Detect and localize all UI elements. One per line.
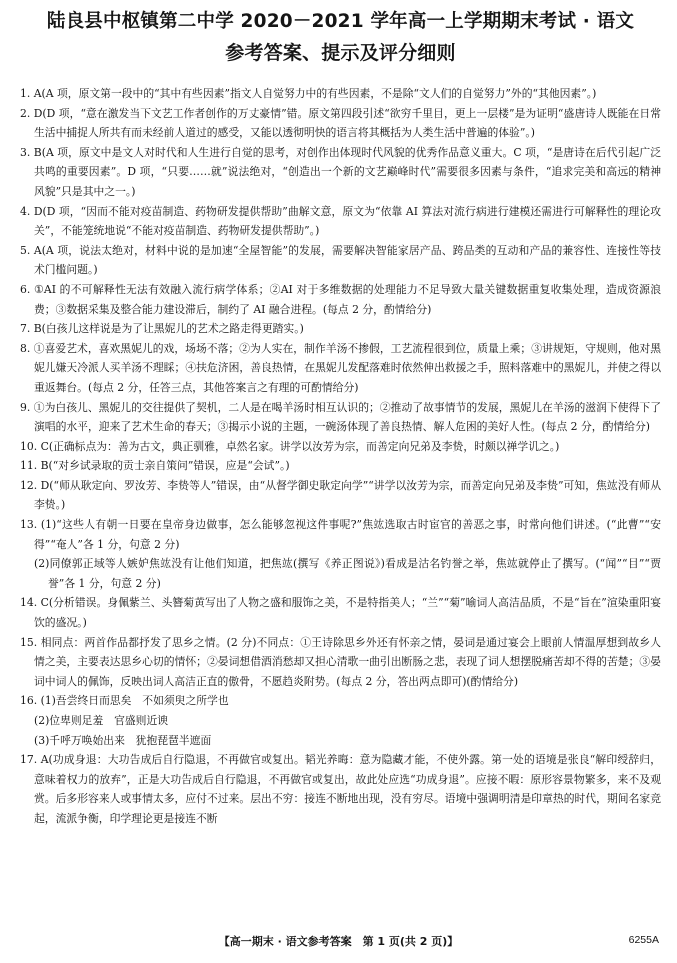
page-title: 陆良县中枢镇第二中学 2020－2021 学年高一上学期期末考试 · 语文	[46, 11, 635, 32]
answer-8: 8. ①喜爱艺术，喜欢黑妮儿的戏，场场不落；②为人实在，制作羊汤不掺假，工艺流程很到位，质量上乘；③讲规矩，守规则，他对黑妮儿嫌天冷派人买羊汤不理睬；④扶危济困，善良热情，在黑妮儿发配落难时依然伸出救援之手，照料落难中的黑妮儿，并使之得以重返舞台。(每点 2 分，任答三点，其他答案言之有理的可酌情给分)	[20, 341, 661, 394]
answer-7: 7. B(白孩儿这样说是为了让黑妮儿的艺术之路走得更踏实。)	[20, 322, 304, 336]
answer-3: 3. B(A 项，原文中是文人对时代和人生进行自觉的思考，对创作出体现时代风貌的优秀作品意义重大。C 项，“是唐诗在后代引起广泛共鸣的重要因素”。D 项，“只要……就”说法绝对，“创造出一个新的文艺巅峰时代”需要很多因素与条件，“追求完美和高远的精神风貌”只是其中之一。)	[20, 145, 661, 198]
answer-16-2: (2)位卑则足羞 官盛则近谀	[34, 714, 169, 727]
answer-4: 4. D(D 项，“因而不能对疫苗制造、药物研发提供帮助”曲解文意，原文为“依靠 AI 算法对流行病进行建模还需进行可解释性的理论攻关”，不能笼统地说“不能对疫苗制造、药物研发提供帮助”。)	[20, 204, 661, 238]
answer-13-2: (2)同僚郭正域等人嫉妒焦竑没有让他们知道，把焦竑(撰写《养正图说》)看成是沽名钓誉之举，焦竑就停止了撰写。(“闻”“目”“贾誉”各 1 分，句意 2 分)	[34, 557, 661, 590]
answer-13-1: 13. (1)“这些人有朝一日要在皇帝身边做事，怎么能够忽视这件事呢?”焦竑选取古时宦官的善恶之事，时常向他们讲述。(“此曹”“安得”“奄人”各 1 分，句意 2 分)	[20, 518, 661, 551]
answer-list	[20, 84, 661, 829]
answer-11: 11. B(“对乡试录取的贡士亲自策问”错误，应是“会试”。)	[20, 459, 290, 473]
answer-10: 10. C(正确标点为：善为古文，典正驯雅，卓然名家。讲学以汝芳为宗，而善定向兄弟及李贽，时颇以禅学讥之。)	[20, 439, 560, 453]
answer-14: 14. C(分析错误。身佩紫兰、头簪菊黄写出了人物之盛和服饰之美，不是特指美人；“兰”“菊”喻词人高洁品质，不是“旨在”渲染重阳宴饮的盛况。)	[20, 596, 661, 630]
page-footer: 【高一期末 · 语文参考答案 第 1 页(共 2 页)】	[218, 935, 459, 948]
answer-16-3: (3)千呼万唤始出来 犹抱琵琶半遮面	[34, 733, 212, 747]
answer-12: 12. D(“师从耿定向、罗汝芳、李贽等人”错误，由“从督学御史耿定向学”“讲学以汝芳为宗，而善定向兄弟及李贽”可知，焦竑没有师从李贽。)	[20, 478, 661, 512]
answer-9: 9. ①为白孩儿、黑妮儿的交往提供了契机，二人是在喝羊汤时相互认识的；②推动了故事情节的发展，黑妮儿在羊汤的滋润下使得下了演唱的水平，迎来了艺术生命的春天；③揭示小说的主题，一碗汤体现了善良热情、解人危困的美好人性。(每点 2 分，酌情给分)	[20, 400, 661, 434]
answer-17: 17. A(功成身退：大功告成后自行隐退，不再做官或复出。韬光养晦：意为隐藏才能，不使外露。第一处的语境是张良“解印绶辞归，意味着权力的放弃”，正是大功告成后自行隐退，不再做官或复出，故此处应选“功成身退”。应接不暇：原形容景物繁多，来不及观赏。后多形容来人或事情太多，应付不过来。层出不穷：接连不断地出现，没有穷尽。语境中强调明清是印章热的时代，期间名家竞起，流派争衡，印学理论更是接连不断	[20, 753, 661, 825]
answer-5: 5. A(A 项，说法太绝对，材料中说的是加速“全屋智能”的发展，需要解决智能家居产品、跨品类的互动和产品的兼容性、连接性等技术门槛问题。)	[20, 243, 661, 277]
answer-6: 6. ①AI 的不可解释性无法有效融入流行病学体系；②AI 对于多维数据的处理能力不足导致大量关键数据重复收集处理，造成资源浪费；③数据采集及整合能力建设滞后，制约了 AI 融合进程。(每点 2 分，酌情给分)	[20, 282, 661, 316]
answer-1: 1. A(A 项，原文第一段中的“其中有些因素”指文人自觉努力中的有些因素，不是除“文人们的自觉努力”外的“其他因素”。)	[20, 87, 597, 100]
document-code: 6255A	[628, 934, 659, 946]
answer-16-1: 16. (1)吾尝终日而思矣 不如须臾之所学也	[20, 694, 229, 708]
page-subtitle: 参考答案、提示及评分细则	[225, 42, 456, 64]
answer-2: 2. D(D 项，“意在激发当下文艺工作者创作的万丈豪情”错。原文第四段引述“欲穷千里目，更上一层楼”是为证明“盛唐诗人既能在日常生活中捕捉人所共有而未经前人道过的感受，又能以透彻明快的语言将其概括为人类生活中普遍的体验”。)	[20, 106, 661, 140]
answer-15: 15. 相同点：两首作品都抒发了思乡之情。(2 分)不同点：①王诗除思乡外还有怀亲之情，晏词是通过宴会上眼前人情温厚想到故乡人情之美，主要表达思乡心切的情怀；②晏词想借酒消愁却又担心清歌一曲引出断肠之悲，表现了词人想摆脱痛苦却不得的苦楚；③晏词中词人的佩饰，反映出词人高洁正直的傲骨，不愿趋炎附势。(每点 2 分，答出两点即可)(酌情给分)	[20, 635, 661, 688]
